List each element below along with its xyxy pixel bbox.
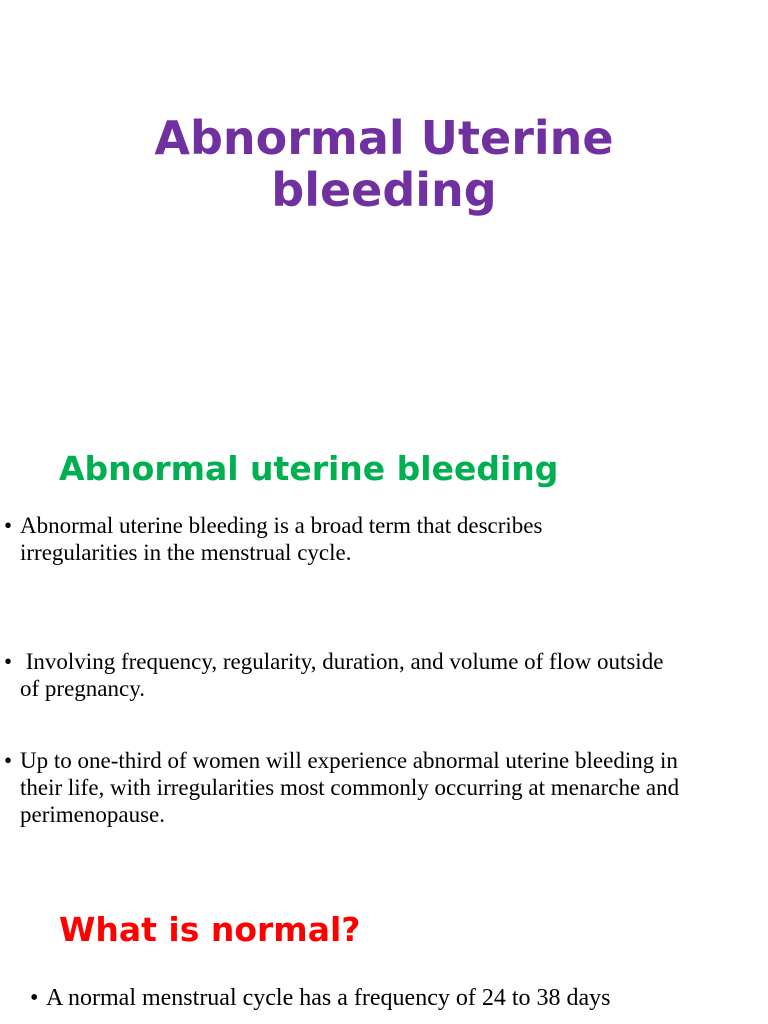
- bullet-item: [4, 648, 684, 702]
- slide-title-line-1: Abnormal Uterine: [154, 111, 614, 165]
- section-heading-abnormal-uterine-bleeding: Abnormal uterine bleeding: [59, 449, 559, 488]
- bullet-dot: •: [4, 513, 13, 538]
- bullet-item: [4, 747, 716, 828]
- bullet-dot: •: [4, 649, 13, 674]
- bullet-text: Up to one-third of women will experience abnormal uterine bleeding in their life, with irregularities most commonly occurring at menarche and perimenopause.: [20, 748, 680, 827]
- bullet-item: [4, 512, 624, 566]
- slide-title: [0, 112, 768, 216]
- bullet-dot: •: [30, 985, 39, 1011]
- slide-title-line-2: bleeding: [271, 163, 497, 217]
- bullet-text: A normal menstrual cycle has a frequency of 24 to 38 days: [46, 985, 611, 1011]
- bullet-item: [30, 985, 760, 1012]
- bullet-dot: •: [4, 748, 13, 773]
- bullet-text: Abnormal uterine bleeding is a broad term that describes irregularities in the menstrual cycle.: [20, 513, 543, 565]
- section-heading-what-is-normal: What is normal?: [59, 910, 361, 949]
- bullet-text: Involving frequency, regularity, duration, and volume of flow outside of pregnancy.: [20, 649, 670, 701]
